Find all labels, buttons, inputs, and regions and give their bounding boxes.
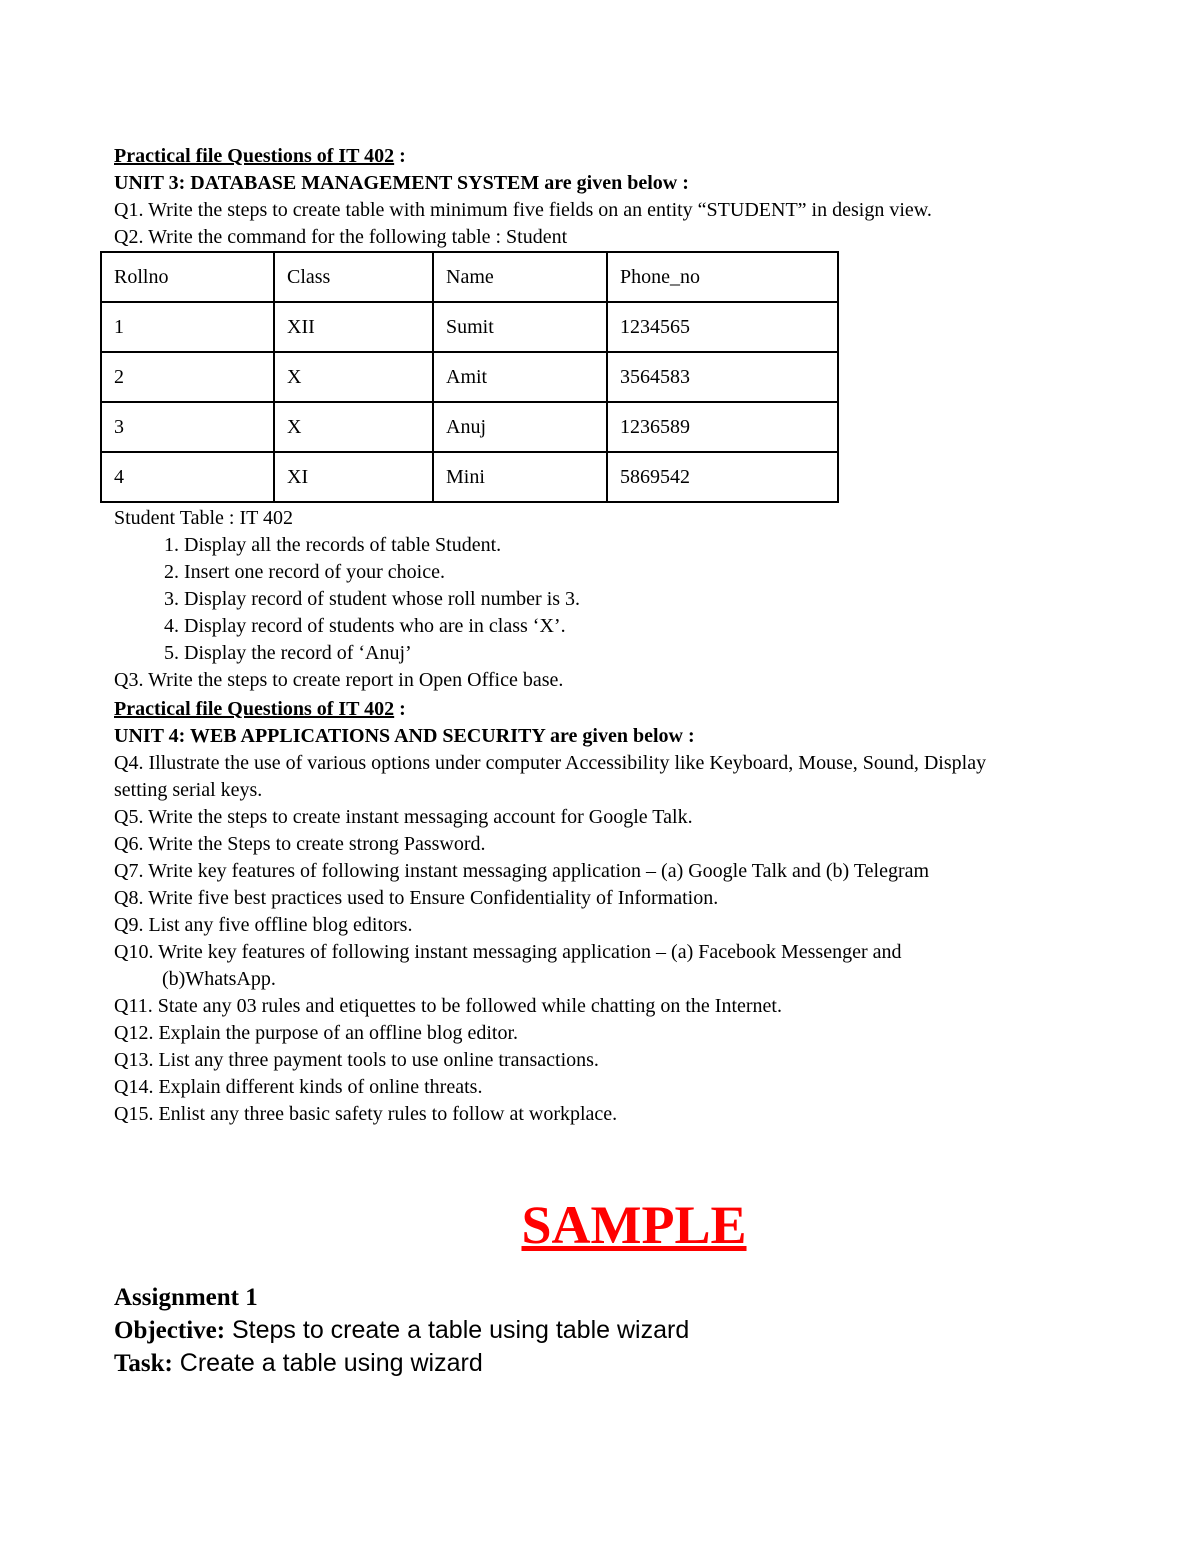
cell-rollno: 2 xyxy=(101,352,274,402)
question-q8: Q8. Write five best practices used to Ensure Confidentiality of Information. xyxy=(114,887,719,909)
question-q4: Q4. Illustrate the use of various options under computer Accessibility like Keyboard, Mouse, Sound, Display xyxy=(114,752,987,774)
cell-class: XI xyxy=(274,452,433,502)
section1-heading-text: Practical file Questions of IT 402 xyxy=(114,145,395,167)
question-q1: Q1. Write the steps to create table with minimum five fields on an entity “STUDENT” in design view. xyxy=(114,199,932,221)
cell-class: XII xyxy=(274,302,433,352)
objective-text: Steps to create a table using table wizard xyxy=(225,1316,690,1344)
table-header-row xyxy=(101,252,838,302)
cell-name: Mini xyxy=(433,452,607,502)
cell-phone: 5869542 xyxy=(607,452,838,502)
question-q7: Q7. Write key features of following instant messaging application – (a) Google Talk and (b) Telegram xyxy=(114,860,930,882)
cell-name: Anuj xyxy=(433,402,607,452)
unit4-title: UNIT 4: WEB APPLICATIONS AND SECURITY are given below : xyxy=(114,725,695,747)
task-list xyxy=(114,532,1154,667)
cell-rollno: 1 xyxy=(101,302,274,352)
header-rollno: Rollno xyxy=(101,252,274,302)
cell-rollno: 4 xyxy=(101,452,274,502)
header-phone: Phone_no xyxy=(607,252,838,302)
question-q15: Q15. Enlist any three basic safety rules to follow at workplace. xyxy=(114,1103,618,1125)
list-item: 5. Display the record of ‘Anuj’ xyxy=(184,640,1154,667)
question-q6: Q6. Write the Steps to create strong Password. xyxy=(114,833,486,855)
question-q10: Q10. Write key features of following instant messaging application – (a) Facebook Messenger and xyxy=(114,941,902,963)
assignment-task xyxy=(114,1347,1154,1380)
list-item: 1. Display all the records of table Student. xyxy=(184,532,1154,559)
list-item: 3. Display record of student whose roll number is 3. xyxy=(184,586,1154,613)
table-row xyxy=(101,352,838,402)
question-q11: Q11. State any 03 rules and etiquettes to be followed while chatting on the Internet. xyxy=(114,995,782,1017)
question-q12: Q12. Explain the purpose of an offline blog editor. xyxy=(114,1022,518,1044)
objective-label: Objective: xyxy=(114,1317,226,1344)
section1-heading xyxy=(114,143,1154,170)
cell-class: X xyxy=(274,352,433,402)
section2-heading-text: Practical file Questions of IT 402 xyxy=(114,698,395,720)
assignment-title: Assignment 1 xyxy=(114,1284,258,1311)
question-q4-cont: setting serial keys. xyxy=(114,779,263,801)
question-q10-cont: (b)WhatsApp. xyxy=(162,968,276,990)
task-text: Create a table using wizard xyxy=(172,1349,483,1377)
task-label: Task: xyxy=(114,1350,173,1377)
section2-heading-suffix: : xyxy=(394,698,406,720)
question-q9: Q9. List any five offline blog editors. xyxy=(114,914,413,936)
cell-phone: 1234565 xyxy=(607,302,838,352)
student-table xyxy=(100,251,839,503)
document-page xyxy=(114,143,1154,1380)
list-item: 4. Display record of students who are in class ‘X’. xyxy=(184,613,1154,640)
table-row xyxy=(101,302,838,352)
cell-phone: 3564583 xyxy=(607,352,838,402)
cell-phone: 1236589 xyxy=(607,402,838,452)
list-item: 2. Insert one record of your choice. xyxy=(184,559,1154,586)
question-q2: Q2. Write the command for the following table : Student xyxy=(114,226,568,248)
question-q13: Q13. List any three payment tools to use online transactions. xyxy=(114,1049,599,1071)
unit3-title: UNIT 3: DATABASE MANAGEMENT SYSTEM are given below : xyxy=(114,172,689,194)
cell-name: Sumit xyxy=(433,302,607,352)
assignment-objective xyxy=(114,1314,1154,1347)
question-q14: Q14. Explain different kinds of online threats. xyxy=(114,1076,483,1098)
question-q3: Q3. Write the steps to create report in Open Office base. xyxy=(114,669,564,691)
cell-class: X xyxy=(274,402,433,452)
header-name: Name xyxy=(433,252,607,302)
table-row xyxy=(101,452,838,502)
table-row xyxy=(101,402,838,452)
header-class: Class xyxy=(274,252,433,302)
table-caption: Student Table : IT 402 xyxy=(114,507,293,529)
section1-heading-suffix: : xyxy=(394,145,406,167)
sample-label: SAMPLE xyxy=(521,1195,747,1255)
section2-heading xyxy=(114,696,1154,723)
cell-rollno: 3 xyxy=(101,402,274,452)
question-q5: Q5. Write the steps to create instant messaging account for Google Talk. xyxy=(114,806,693,828)
cell-name: Amit xyxy=(433,352,607,402)
